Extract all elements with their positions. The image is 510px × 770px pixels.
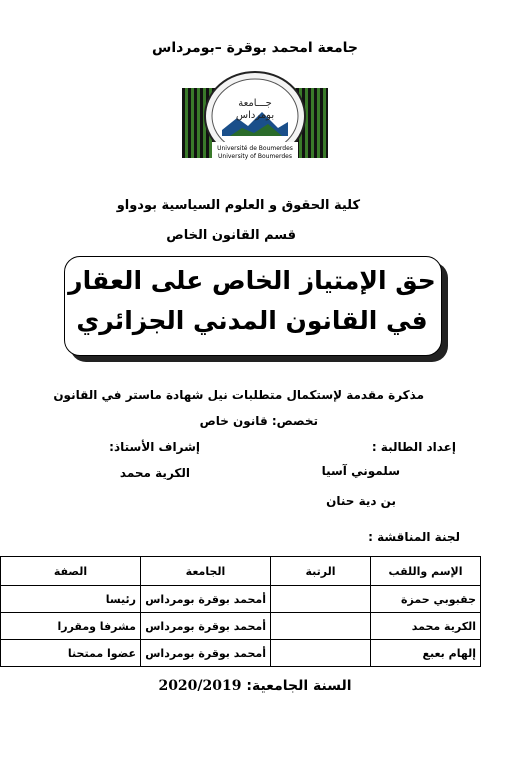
jury-university: أمحمد بوقرة بومرداس [141,613,271,640]
thesis-title-line2: في القانون المدني الجزائري [76,306,428,335]
logo-arabic-line1: جـــامعة [238,98,272,109]
academic-year-value: 2020/2019 [158,678,242,694]
jury-university: أمحمد بوقرة بومرداس [141,586,271,613]
university-name: جامعة امحمد بوقرة –بومرداس [152,40,358,56]
academic-year-label: السنة الجامعية: [246,678,352,694]
header-university: الجامعة [141,557,271,586]
student-name-2: بن دية حنان [326,494,396,508]
jury-role: عضوا ممتحنا [1,640,141,667]
table-row [1,586,481,613]
jury-rank [271,640,371,667]
prepared-by-label: إعداد الطالبة : [371,440,456,454]
jury-rank [271,613,371,640]
header-name: الإسم واللقب [371,557,481,586]
university-logo [182,70,328,170]
header-rank: الرتبة [271,557,371,586]
memo-description: مذكرة مقدمة لإستكمال متطلبات نيل شهادة ماستر في القانون [53,388,424,402]
logo-arabic-line2: بومرداس [235,110,275,121]
header-role: الصفة [1,557,141,586]
jury-role: رئيسا [1,586,141,613]
committee-label: لجنة المناقشة : [368,530,460,544]
jury-role: مشرفا ومقررا [1,613,141,640]
student-name-1: سلموني آسيا [321,464,400,478]
jury-university: أمحمد بوقرة بومرداس [141,640,271,667]
table-header-row [1,557,481,586]
supervisor-name: الكرية محمد [119,466,190,480]
logo-english: University of Boumerdes [218,153,292,160]
logo-french: Université de Boumerdes [217,145,293,152]
thesis-title-line1: حق الإمتياز الخاص على العقار [68,266,436,295]
specialty: تخصص: قانون خاص [199,414,318,428]
academic-year [0,678,510,694]
jury-rank [271,586,371,613]
jury-name: جقبوبي حمزة [371,586,481,613]
jury-table [0,556,481,667]
table-row [1,640,481,667]
jury-name: إلهام بعبع [371,640,481,667]
faculty-name: كلية الحقوق و العلوم السياسية بودواو [116,198,360,213]
jury-name: الكرية محمد [371,613,481,640]
supervision-label: إشراف الأستاذ: [109,440,200,454]
department-name: قسم القانون الخاص [166,228,296,243]
table-row [1,613,481,640]
